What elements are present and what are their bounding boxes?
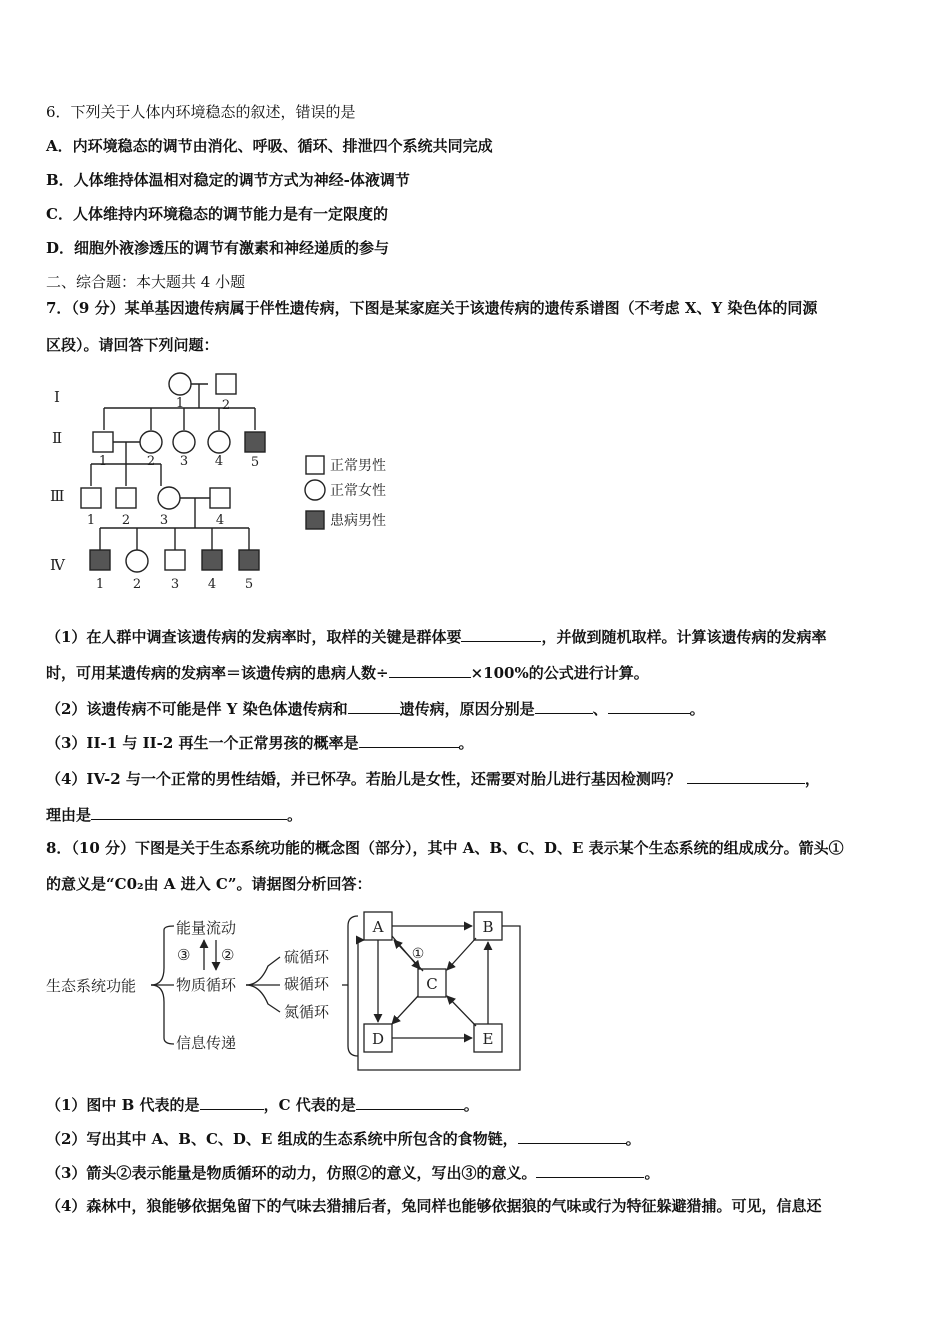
legend-normal-male: 正常男性: [330, 458, 386, 474]
q7-p2-text-b: 遗传病，原因分别是: [399, 700, 535, 718]
q8-p2-text-a: （2）写出其中 A、B、C、D、E 组成的生态系统中所包含的食物链，: [46, 1130, 518, 1148]
q8-part1: [46, 1094, 479, 1115]
q7-p4-text-d: 。: [287, 806, 303, 824]
node-b-label: B: [482, 918, 494, 936]
q6-option-b: B．人体维持体温相对稳定的调节方式为神经-体液调节: [46, 171, 410, 189]
iv5-number: 5: [244, 577, 254, 592]
pedigree-i1-female: [169, 373, 191, 395]
iv4-number: 4: [207, 577, 217, 592]
q7-part4-line2: [46, 804, 302, 825]
pedigree-iii3-female: [158, 487, 180, 509]
ii5-number: 5: [250, 455, 260, 470]
node-a-label: A: [372, 918, 384, 936]
q8-p2-blank[interactable]: [518, 1128, 626, 1144]
pedigree-ii2-female: [140, 431, 162, 453]
generation-label-4: Ⅳ: [50, 556, 65, 574]
legend-affected-male: 患病男性: [330, 513, 386, 529]
q7-p4-blank-2[interactable]: [91, 804, 287, 820]
diagram-carbon-cycle: 碳循环: [284, 975, 330, 993]
q8-p1-blank-1[interactable]: [200, 1094, 264, 1110]
diagram-energy-flow: 能量流动: [176, 919, 237, 937]
q7-p2-blank-1[interactable]: [348, 698, 400, 714]
q7-p2-text-a: （2）该遗传病不可能是伴 Y 染色体遗传病和: [46, 700, 348, 718]
q8-part2: [46, 1128, 641, 1149]
q8-p3-text-a: （3）箭头②表示能量是物质循环的动力，仿照②的意义，写出③的意义。: [46, 1164, 537, 1182]
diagram-material-cycle: 物质循环: [176, 976, 237, 994]
q6-option-a: A．内环境稳态的调节由消化、呼吸、循环、排泄四个系统共同完成: [46, 137, 493, 155]
node-d-label: D: [371, 1030, 385, 1048]
pedigree-iv1-affected-male: [90, 550, 110, 570]
pedigree-ii1-male: [93, 432, 113, 452]
q8-p1-text-a: （1）图中 B 代表的是: [46, 1096, 200, 1114]
i1-number: 1: [175, 396, 185, 411]
q7-p2-blank-3[interactable]: [608, 698, 690, 714]
diagram-sulfur-cycle: 硫循环: [284, 948, 330, 966]
q8-p1-text-b: ，C 代表的是: [263, 1096, 356, 1114]
iii3-number: 3: [159, 513, 169, 528]
q7-p1-text-a: （1）在人群中调查该遗传病的发病率时，取样的关键是群体要: [46, 628, 462, 646]
pedigree-chart: [46, 366, 406, 598]
q7-stem-line1: 7．（9 分）某单基因遗传病属于伴性遗传病，下图是某家庭关于该遗传病的遗传系谱图（不考虑 X、Y 染色体的同源: [46, 299, 818, 317]
legend-normal-male-symbol: [306, 456, 324, 474]
q8-part4: （4）森林中，狼能够依据兔留下的气味去猎捕后者，兔同样也能够依据狼的气味或行为特征躲避猎捕。可见，信息还: [46, 1197, 822, 1215]
q8-part3: [46, 1162, 659, 1183]
pedigree-iv5-affected-male: [239, 550, 259, 570]
iv2-number: 2: [132, 577, 142, 592]
q7-part2: [46, 698, 705, 719]
iii1-number: 1: [86, 513, 96, 528]
q7-part1-line2: [46, 662, 649, 683]
ii4-number: 4: [214, 454, 224, 469]
pedigree-iii4-male: [210, 488, 230, 508]
q7-p1-blank-1[interactable]: [461, 626, 541, 642]
q7-p1-blank-2[interactable]: [389, 662, 471, 678]
q8-p1-blank-2[interactable]: [356, 1094, 464, 1110]
node-e-label: E: [482, 1030, 494, 1048]
pedigree-iv4-affected-male: [202, 550, 222, 570]
q7-p4-text-b: ，: [804, 770, 820, 788]
legend-affected-male-symbol: [306, 511, 324, 529]
q8-stem-line1: 8．（10 分）下图是关于生态系统功能的概念图（部分），其中 A、B、C、D、E 表示某个生态系统的组成成分。箭头①: [46, 839, 844, 857]
diagram-nitrogen-cycle: 氮循环: [284, 1003, 330, 1021]
pedigree-iii1-male: [81, 488, 101, 508]
pedigree-iii2-male: [116, 488, 136, 508]
q7-p1-text-d: ×100%的公式进行计算。: [470, 664, 649, 682]
pedigree-ii4-female: [208, 431, 230, 453]
q7-p1-text-b: ，并做到随机取样。计算该遗传病的发病率: [541, 628, 827, 646]
ii2-number: 2: [146, 454, 156, 469]
ii3-number: 3: [179, 454, 189, 469]
q8-p2-text-b: 。: [625, 1130, 641, 1148]
q7-p1-text-c: 时，可用某遗传病的发病率＝该遗传病的患病人数÷: [46, 664, 389, 682]
pedigree-iv2-female: [126, 550, 148, 572]
q7-p4-text-a: （4）IV-2 与一个正常的男性结婚，并已怀孕。若胎儿是女性，还需要对胎儿进行基因检测吗？: [46, 770, 681, 788]
q8-p1-text-c: 。: [463, 1096, 479, 1114]
q8-p3-blank[interactable]: [536, 1162, 644, 1178]
generation-label-2: Ⅱ: [52, 429, 63, 447]
i2-number: 2: [221, 398, 231, 413]
diagram-arrow-3-label: ③: [177, 946, 191, 964]
iv3-number: 3: [170, 577, 180, 592]
q7-p2-text-c: 、: [592, 700, 608, 718]
iii2-number: 2: [121, 513, 131, 528]
generation-label-3: Ⅲ: [50, 487, 65, 505]
pedigree-i2-male: [216, 374, 236, 394]
q7-part1-line1: [46, 626, 826, 647]
q8-stem-line2: 的意义是“C0₂由 A 进入 C”。请据图分析回答：: [46, 875, 372, 893]
q7-part4-line1: [46, 768, 820, 789]
pedigree-ii5-affected-male: [245, 432, 265, 452]
legend-normal-female-symbol: [305, 480, 325, 500]
diagram-root-label: 生态系统功能: [46, 977, 137, 995]
ecosystem-concept-diagram: [46, 906, 536, 1076]
q7-p3-blank[interactable]: [359, 732, 459, 748]
diagram-info-transfer: 信息传递: [176, 1034, 237, 1052]
q7-p4-blank-1[interactable]: [687, 768, 805, 784]
q7-part3: [46, 732, 474, 753]
node-c-label: C: [426, 975, 438, 993]
iii4-number: 4: [215, 513, 225, 528]
q7-p4-text-c: 理由是: [46, 806, 92, 824]
q7-p2-text-d: 。: [689, 700, 705, 718]
section-heading: 二、综合题：本大题共 4 小题: [46, 273, 246, 291]
q7-p3-text-a: （3）II-1 与 II-2 再生一个正常男孩的概率是: [46, 734, 359, 752]
legend-normal-female: 正常女性: [330, 483, 386, 499]
q6-option-d: D．细胞外液渗透压的调节有激素和神经递质的参与: [46, 239, 390, 257]
q8-p3-text-b: 。: [644, 1164, 660, 1182]
q7-p3-text-b: 。: [458, 734, 474, 752]
q7-stem-line2: 区段）。请回答下列问题：: [46, 336, 219, 354]
q7-p2-blank-2[interactable]: [535, 698, 593, 714]
pedigree-ii3-female: [173, 431, 195, 453]
diagram-arrow-2-label: ②: [221, 946, 235, 964]
arrow-1-label: ①: [411, 946, 425, 962]
iv1-number: 1: [95, 577, 105, 592]
q6-stem: 6．下列关于人体内环境稳态的叙述，错误的是: [46, 103, 356, 121]
pedigree-iv3-male: [165, 550, 185, 570]
generation-label-1: Ⅰ: [54, 388, 60, 406]
q6-option-c: C．人体维持内环境稳态的调节能力是有一定限度的: [46, 205, 388, 223]
ii1-number: 1: [98, 454, 108, 469]
